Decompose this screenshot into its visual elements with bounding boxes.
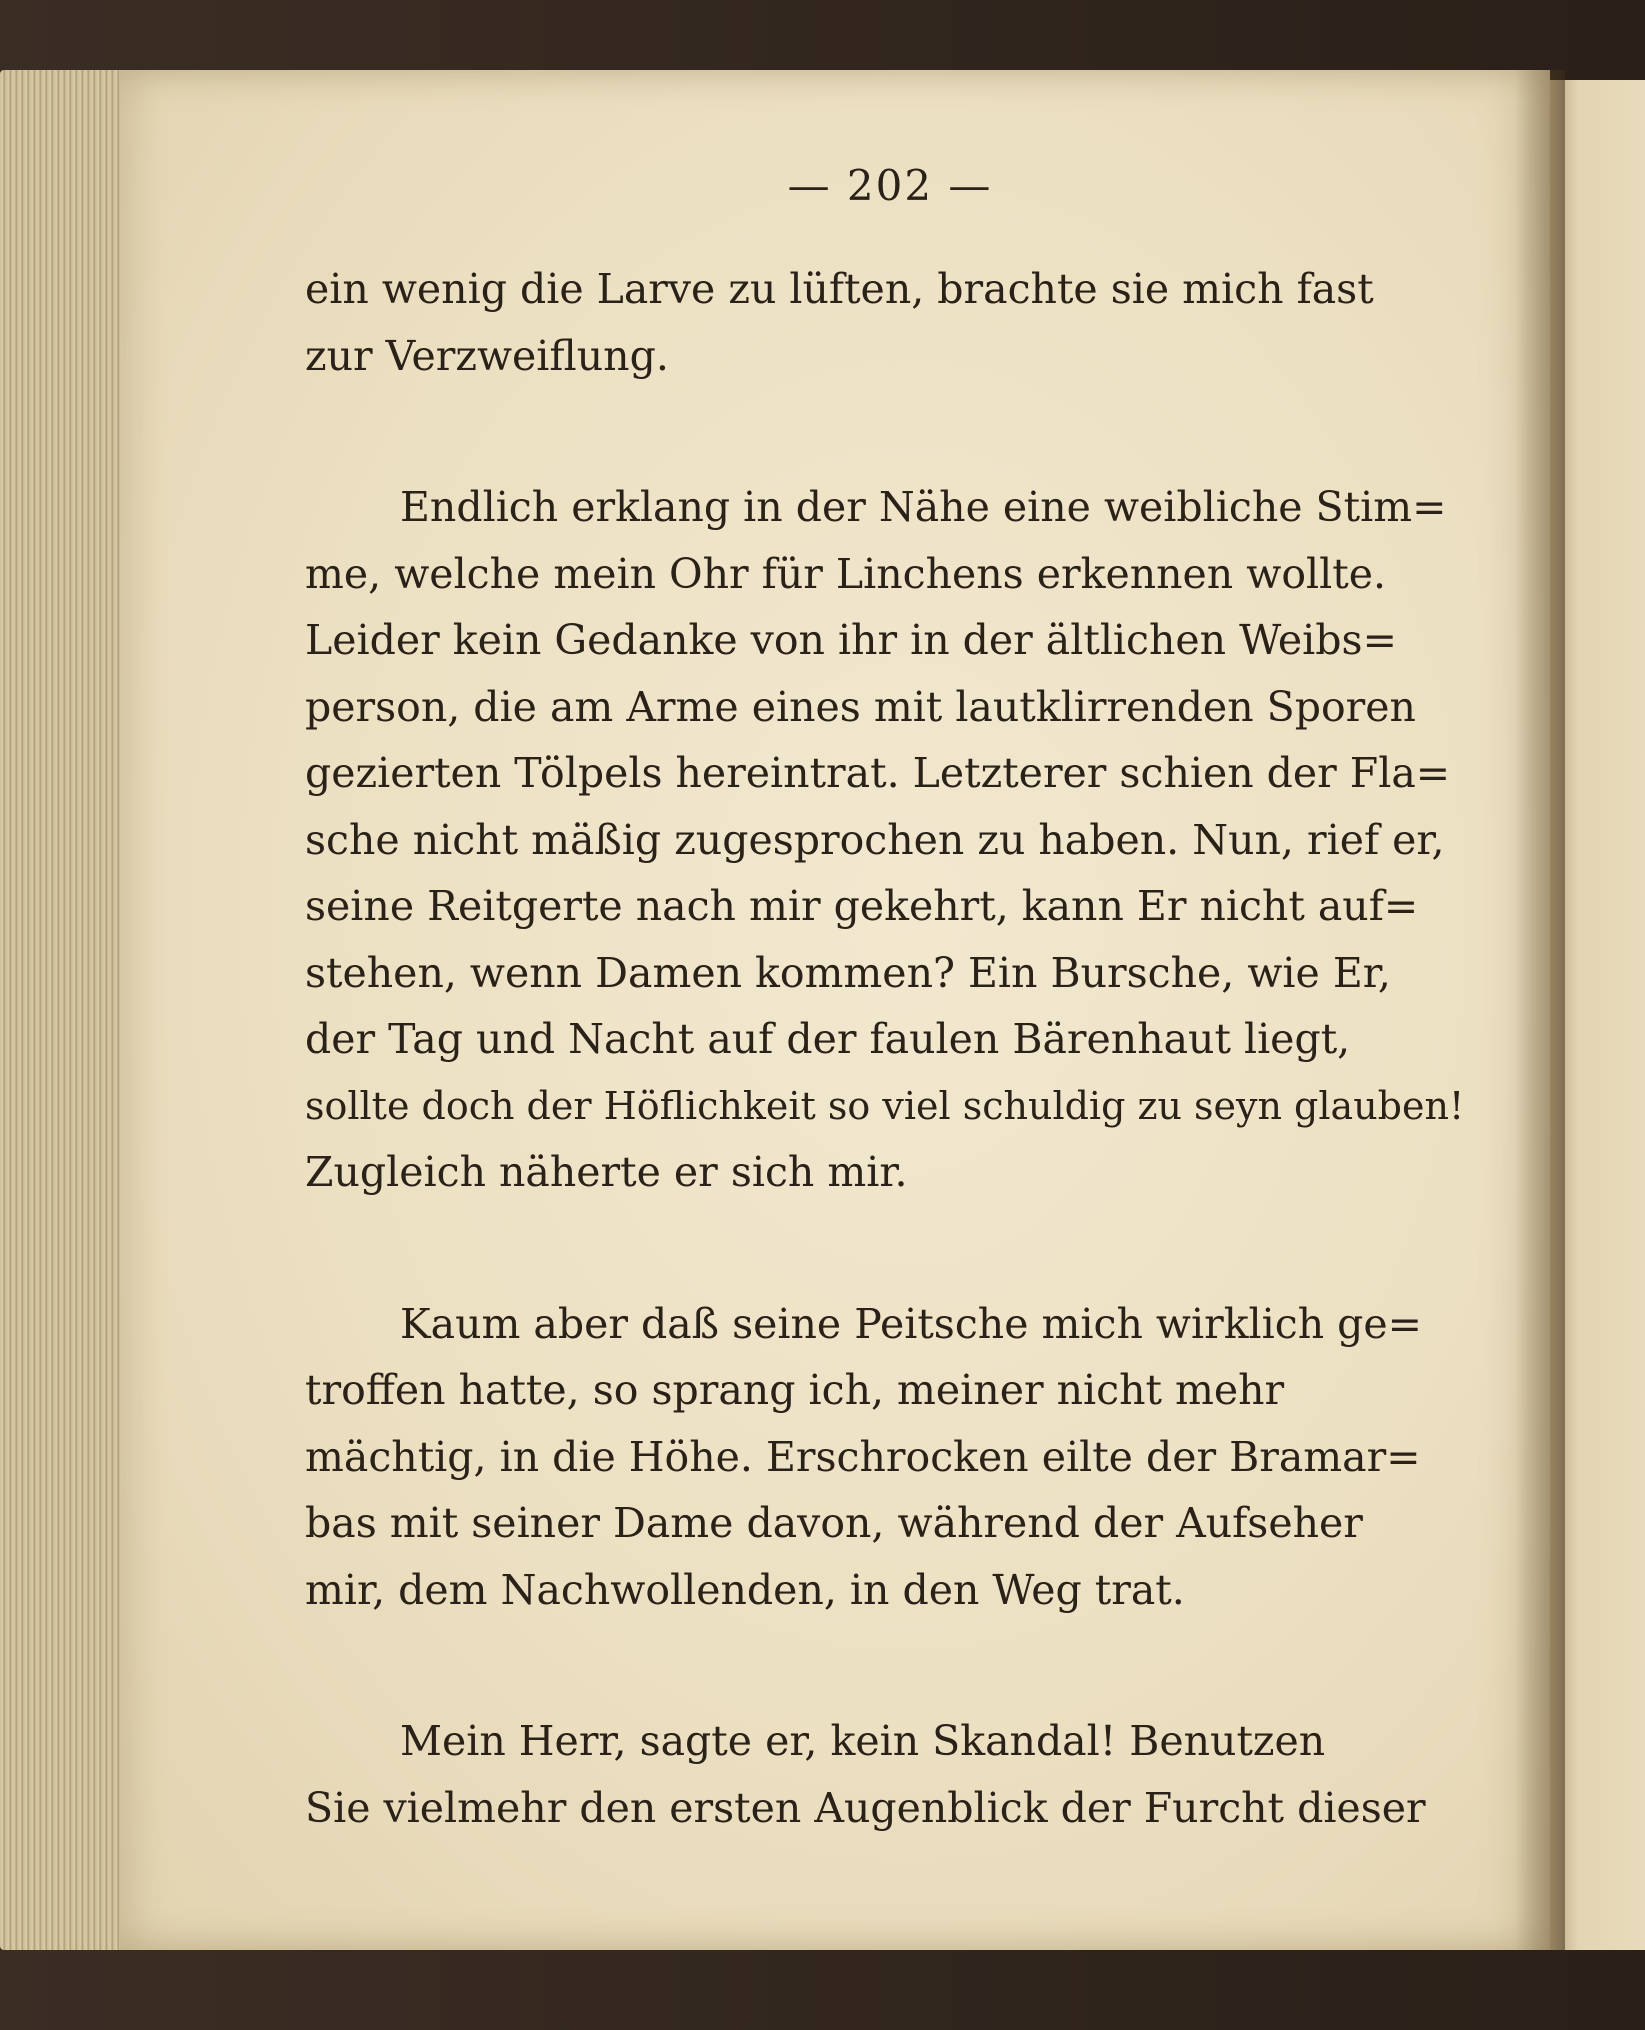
text-line: Leider kein Gedanke von ihr in der ältlichen Weibs= — [305, 616, 1397, 664]
text-line: mir, dem Nachwollenden, in den Weg trat. — [305, 1565, 1185, 1614]
paragraph-3 — [305, 1291, 1475, 1624]
text-line: Zugleich näherte er sich mir. — [305, 1148, 908, 1196]
text-line: person, die am Arme eines mit lautklirrenden Sporen — [305, 682, 1416, 731]
text-line: ein wenig die Larve zu lüften, brachte sie mich fast — [305, 265, 1374, 313]
paragraph-4 — [305, 1708, 1475, 1841]
text-line: Kaum aber daß seine Peitsche mich wirklich ge= — [400, 1299, 1423, 1348]
page-number: — 202 — — [787, 161, 993, 210]
text-line: der Tag und Nacht auf der faulen Bärenhaut liegt, — [305, 1015, 1351, 1063]
text-line: stehen, wenn Damen kommen? Ein Bursche, wie Er, — [305, 948, 1391, 997]
text-line: me, welche mein Ohr für Linchens erkennen wollte. — [305, 549, 1387, 598]
text-line: seine Reitgerte nach mir gekehrt, kann Er nicht auf= — [305, 882, 1419, 930]
text-line: mächtig, in die Höhe. Erschrocken eilte der Bramar= — [305, 1432, 1421, 1481]
page-text — [305, 160, 1475, 1841]
spine-shadow — [1515, 70, 1565, 1950]
text-line: bas mit seiner Dame davon, während der Aufseher — [305, 1499, 1363, 1547]
text-line: Mein Herr, sagte er, kein Skandal! Benutzen — [400, 1717, 1326, 1765]
text-line: Sie vielmehr den ersten Augenblick der Furcht dieser — [305, 1783, 1426, 1832]
text-line: gezierten Tölpels hereintrat. Letzterer schien der Fla= — [305, 749, 1451, 797]
paragraph-2 — [305, 474, 1475, 1206]
text-line: Endlich erklang in der Nähe eine weibliche Stim= — [400, 483, 1447, 531]
text-line: sollte doch der Höflichkeit so viel schuldig zu seyn glauben! — [305, 1083, 1465, 1128]
text-line: zur Verzweiflung. — [305, 331, 669, 380]
text-line: troffen hatte, so sprang ich, meiner nicht mehr — [305, 1366, 1285, 1414]
text-line: sche nicht mäßig zugesprochen zu haben. Nun, rief er, — [305, 815, 1445, 864]
paragraph-1 — [305, 256, 1475, 389]
